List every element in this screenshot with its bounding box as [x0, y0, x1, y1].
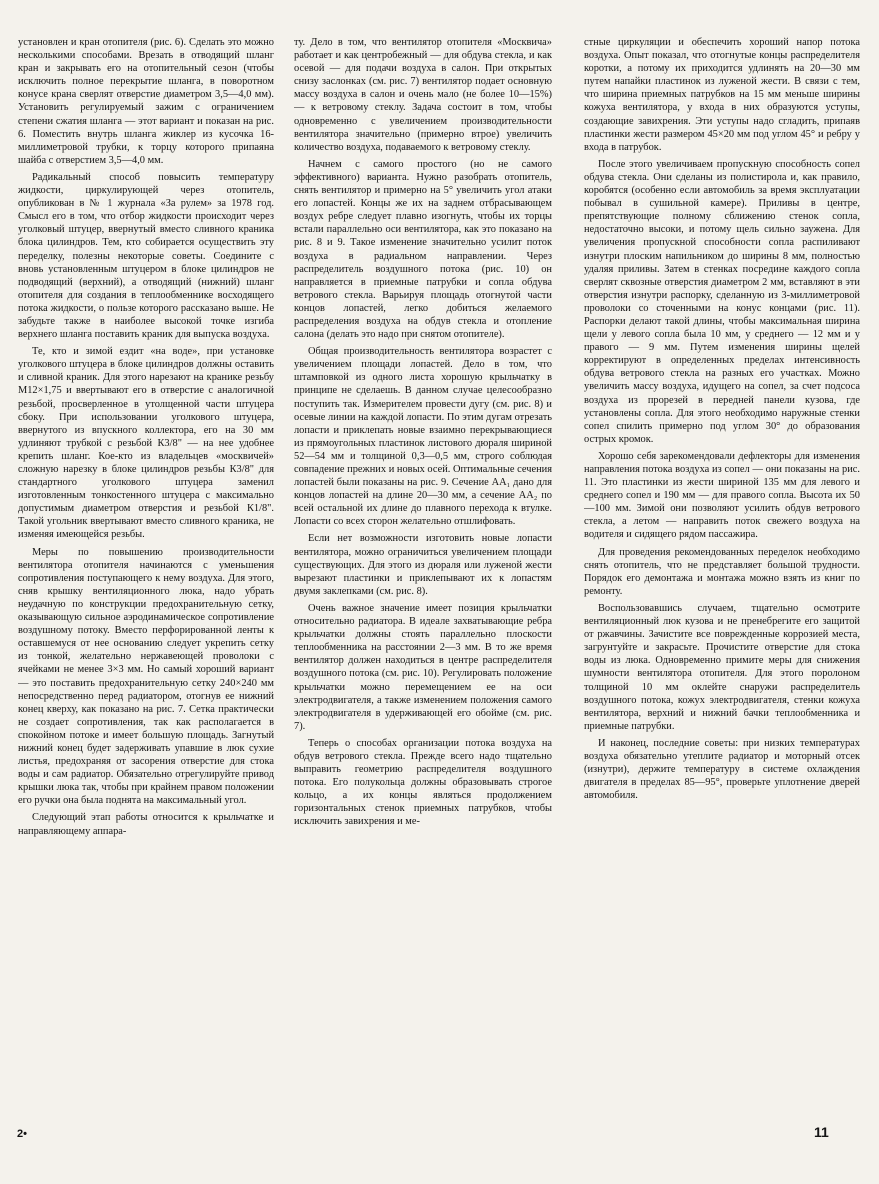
paragraph: Общая производительность вентилятора возрастет с увеличением площади лопастей. Дело в том, что штамповкой из одного листа хорошую крыльчатку в принципе не сделаешь. В данном случае целесообразно поступить так. Измерителем провести дугу (см. рис. 8) и осевые линии на каждой лопасти. По этим дугам отрезать лопасти и приклепать новые взаимно перекрывающиеся из прямоугольных пластинок листового дюраля шириной 52—54 мм и толщиной 0,3—0,5 мм, строго соблюдая совпадение прежних и новых осей. Оптимальные сечения лопастей были показаны на рис. 9. Сечение AA₁ дано для концов лопастей на длине 20—30 мм, а сечение AA₂ по всей остальной их длине до плавного перехода к втулке. Лопасти со всех сторон желательно отшлифовать.	[294, 346, 552, 528]
paragraph: И наконец, последние советы: при низких температурах воздуха обязательно утеплите радиатор и моторный отсек (изнутри), держите температуру в системе охлаждения двигателя в пределах 85—95°, проверьте уплотнение дверей автомобиля.	[584, 737, 860, 802]
page-number-right: 11	[814, 1124, 829, 1140]
paragraph: Хорошо себя зарекомендовали дефлекторы для изменения направления потока воздуха из сопел — они показаны на рис. 11. Это пластинки из жести шириной 135 мм для левого и среднего сопел и 190 мм — для правого сопла. Высота их 50—100 мм. Зимой они позволяют усилить обдув ветрового стекла, а летом — направить поток свежего воздуха на водителя и сидящего рядом пассажира.	[584, 450, 860, 541]
paragraph: Воспользовавшись случаем, тщательно осмотрите вентиляционный люк кузова и не пренебрегите его защитой от ржавчины. Зачистите все поврежденные коррозией места, загрунтуйте и закрасьте. Прочистите отверстие для стока воды из люка. Одновременно примите меры для снижения шумности вентилятора отопителя. Для этого поролоном толщиной 10 мм оклейте снаружи распределитель воздушного потока, кожух электродвигателя, стенки кожуха вентилятора, верхний и нижний бачки теплообменника и приемные патрубки.	[584, 602, 860, 732]
paragraph: Теперь о способах организации потока воздуха на обдув ветрового стекла. Прежде всего надо тщательно выправить геометрию распределителя воздушного потока. Его полукольца должны образовывать строгое кольцо, а их концы являться продолжением горизонтальных стенок приемных патрубков, чтобы исключить завихрения и ме-	[294, 737, 552, 828]
paragraph: установлен и кран отопителя (рис. 6). Сделать это можно несколькими способами. Врезать в отводящий шланг кран и закрывать его на отопительный сезон (чтобы исключить полное перекрытие шланга, в поворотном конусе крана сверлят отверстие диаметром 3,5—4,0 мм). Установить регулируемый зажим с ограничением степени сжатия шланга — этот вариант и показан на рис. 6. Поместить внутрь шланга жиклер из кусочка 16-миллиметровой трубки, к торцу которого припаяна шайба с отверстием 3,5—4,0 мм.	[18, 37, 274, 166]
paragraph: ту. Дело в том, что вентилятор отопителя «Москвича» работает и как центробежный — для обдува стекла, и как осевой — для подачи воздуха в салон. При открытых снизу заслонках (см. рис. 7) вентилятор подает основную массу воздуха в салон и очень мало (не более 10—15%) — к ветровому стеклу. Задача состоит в том, чтобы одновременно с увеличением производительности вентилятора значительно (примерно втрое) увеличить количество воздуха, подаваемого к ветровому стеклу.	[294, 37, 552, 153]
text-column-2	[294, 36, 552, 1134]
paragraph: Начнем с самого простого (но не самого эффективного) варианта. Нужно разобрать отопитель, снять вентилятор и примерно на 5° увеличить угол атаки его лопастей. Концы же их на заднем отбрасывающем воздух ребре следует плавно изогнуть, чтобы их торцы встали параллельно оси вентилятора, как это показано на рис. 8 и 9. Такое изменение значительно усилит поток воздуха в радиальном направлении. Через распределитель воздушного потока (рис. 10) он направляется в приемные патрубки и сопла обдува ветрового стекла. Варьируя площадь отогнутой части концов лопастей, легко добиться желаемого распределения воздуха на обдув стекла и отопление салона (делать это надо при снятом отопителе).	[294, 158, 552, 341]
page-number-left: 2•	[17, 1128, 27, 1140]
paragraph: Меры по повышению производительности вентилятора отопителя начинаются с уменьшения сопротивления поступающего к нему воздуха. Для этого, сняв крышку вентиляционного люка, надо убрать неудачную по конструкции предохранительную сетку, оказывающую сильное аэродинамическое сопротивление воздушному потоку. Вместо перфорированной ленты к оставшемуся от нее основанию следует укрепить сетку из тонкой, желательно нержавеющей проволоки с ячейками не менее 3×3 мм. Но самый хороший вариант — это поставить предохранительную сетку 240×240 мм непосредственно перед радиатором, отогнув ее нижний конец кверху, как показано на рис. 7. Сетка практически не создает сопротивления, так как располагается в спокойном потоке и имеет большую площадь. Загнутый нижний конец будет задерживать упавшие в люк сухие листья, предохраняя от засорения отверстие для стока воды и сам радиатор. Обязательно отрегулируйте привод крышки люка так, чтобы при крайнем правом положении его ручки она была поднята на максимальный угол.	[18, 546, 274, 807]
paragraph: Следующий этап работы относится к крыльчатке и направляющему аппара-	[18, 812, 274, 837]
paragraph: Те, кто и зимой ездит «на воде», при установке уголкового штуцера в блоке цилиндров должны оставить и сливной краник. Для этого нарезают на кранике резьбу М12×1,75 и ввертывают его в отверстие с аналогичной резьбой, просверленное в утолщенной части штуцера сбоку. При использовании уголкового штуцера, ввернутого из впускного коллектора, его на 30 мм удлиняют трубкой с резьбой К3/8" — на нее удобнее крепить шланг. Кое-кто из владельцев «москвичей» сложную нарезку в блоке цилиндров резьбы К3/8" для стандартного уголкового штуцера заменил изготовленным тонкостенного штуцера с максимально допустимым диаметром отверстия и резьбой К1/8". Такой угольник ввертывают вместо сливного краника, не изменяя имеющейся резьбы.	[18, 346, 274, 541]
paragraph: Радикальный способ повысить температуру жидкости, циркулирующей через отопитель, опубликован в № 1 журнала «За рулем» за 1978 год. Смысл его в том, что отбор жидкости происходит через уголковый штуцер, ввернутый вместо сливного краника блока цилиндров. Тем, кто собирается осуществить эту переделку, полезны некоторые советы. Соедините с вновь установленным штуцером в блоке цилиндров не подводящий (верхний), а отводящий (нижний) шланг отопителя для создания в теплообменнике восходящего потока жидкости, о пользе которого рассказано выше. Не забудьте также в наиболее высокой точке изгиба верхнего шланга поставить краник для выпуска воздуха.	[18, 171, 274, 341]
text-column-3	[584, 36, 860, 1108]
paragraph: стные циркуляции и обеспечить хороший напор потока воздуха. Опыт показал, что отогнутые концы распределителя коротки, а потому их приходится удлинять на 20—30 мм путем напайки пластинок из луженой жести. В связи с тем, что ширина приемных патрубков на 15 мм меньше ширины кожуха вентилятора, у входа в них образуются уступы, создающие завихрения. Эти уступы надо сгладить, припаяв пластинки жести размером 45×20 мм под углом 45° и ребру у входа в патрубок.	[584, 37, 860, 153]
paragraph: После этого увеличиваем пропускную способность сопел обдува стекла. Они сделаны из полистирола и, как правило, коробятся (особенно если автомобиль за время эксплуатации побывал в сушильной камере). Приливы в центре, препятствующие полному сближению стенок сопла, недостаточно высоки, и потому щель сильно заужена. Для увеличения пропускной способности сопла распиливают изнутри плоским напильником до ширины 8 мм, полностью удаляя приливы. Затем в стенках посредине каждого сопла сверлят сквозные отверстия диаметром 2 мм, вставляют в эти отверстия изнутри распорку, сделанную из 3-миллиметровой проволоки со сточенными на конус концами (рис. 11). Распорки делают такой длины, чтобы максимальная ширина щели у левого сопла была 10 мм, у среднего — 12 мм и у правого — 9 мм. Путем изменения ширины щелей корректируют в определенных пределах интенсивность обдува ветрового стекла на разных его участках. Можно увеличить массу воздуха, идущего на сопел, за счет подсоса воздуха из прорезей в передней панели кузова, где установлены сопла. Для этого необходимо наружные стенки сопел спилить примерно под углом 30° до образования острых кромок.	[584, 158, 860, 445]
paragraph: Если нет возможности изготовить новые лопасти вентилятора, можно ограничиться увеличением площади существующих. Для этого из дюраля или луженой жести вырезают пластинки и приклепывают их к лопастям двумя заклепками (см. рис. 8).	[294, 533, 552, 597]
paragraph: Для проведения рекомендованных переделок необходимо снять отопитель, что не представляет большой трудности. Порядок его демонтажа и монтажа можно взять из книг по ремонту.	[584, 546, 860, 597]
text-column-1	[18, 36, 274, 1134]
paragraph: Очень важное значение имеет позиция крыльчатки относительно радиатора. В идеале захватывающие ребра крыльчатки должны стоять параллельно плоскости теплообменника на расстоянии 2—3 мм. В то же время вентилятор должен находиться в центре распределителя воздушного потока (см. рис. 10). Регулировать положение крыльчатки можно перемещением ее на оси электродвигателя, а также изменением положения самого электродвигателя в удерживающей его обойме (см. рис. 7).	[294, 602, 552, 732]
